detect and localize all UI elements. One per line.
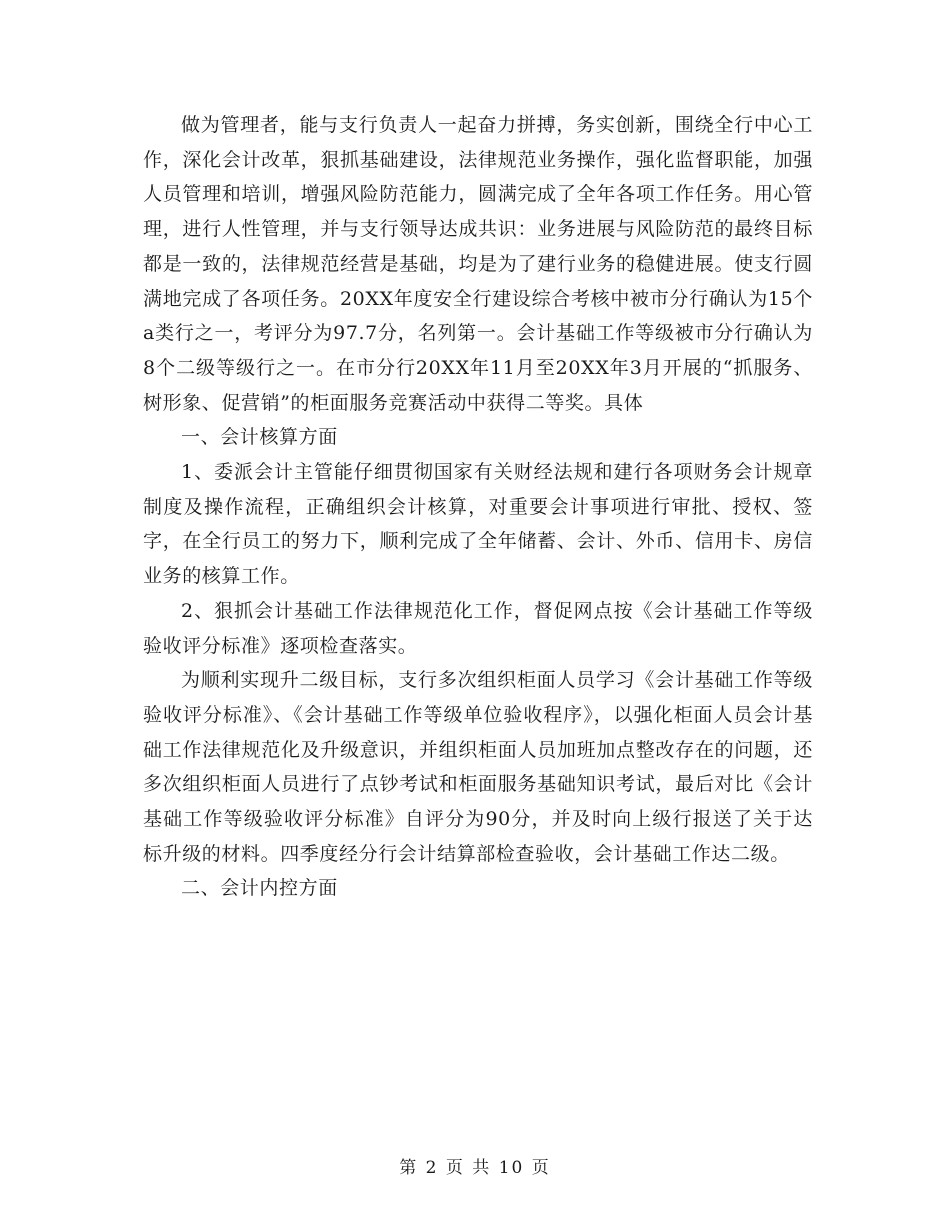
paragraph-item-1: 1、委派会计主管能仔细贯彻国家有关财经法规和建行各项财务会计规章制度及操作流程，正确组织会计核算，对重要会计事项进行审批、授权、签字，在全行员工的努力下，顺利完成了全年储蓄、会计、外币、信用卡、房信业务的核算工作。: [143, 461, 813, 588]
paragraph-intro: 做为管理者，能与支行负责人一起奋力拼搏，务实创新，围绕全行中心工作，深化会计改革，狠抓基础建设，法律规范业务操作，强化监督职能，加强人员管理和培训，增强风险防范能力，圆满完成了全年各项工作任务。用心管理，进行人性管理，并与支行领导达成共识：业务进展与风险防范的最终目标都是一致的，法律规范经营是基础，均是为了建行业务的稳健进展。使支行圆满地完成了各项任务。20XX年度安全行建设综合考核中被市分行确认为15个a类行之一，考评分为97.7分，名列第一。会计基础工作等级被市分行确认为8个二级等级行之一。在市分行20XX年11月至20XX年3月开展的“抓服务、树形象、促营销”的柜面服务竞赛活动中获得二等奖。具体: [143, 114, 813, 414]
page-footer: 第 2 页 共 10 页: [399, 1158, 551, 1178]
section-heading-internal-control: 二、会计内控方面: [181, 877, 338, 900]
paragraph-upgrade: 为顺利实现升二级目标，支行多次组织柜面人员学习《会计基础工作等级验收评分标准》、《会计基础工作等级单位验收程序》，以强化柜面人员会计基础工作法律规范化及升级意识，并组织柜面人员加班加点整改存在的问题，还多次组织柜面人员进行了点钞考试和柜面服务基础知识考试，最后对比《会计基础工作等级验收评分标准》自评分为90分，并及时向上级行报送了关于达标升级的材料。四季度经分行会计结算部检查验收，会计基础工作达二级。: [143, 669, 813, 865]
paragraph-item-2: 2、狠抓会计基础工作法律规范化工作，督促网点按《会计基础工作等级验收评分标准》逐项检查落实。: [143, 599, 813, 657]
section-heading-accounting: 一、会计核算方面: [181, 426, 338, 449]
document-body: [143, 108, 813, 906]
